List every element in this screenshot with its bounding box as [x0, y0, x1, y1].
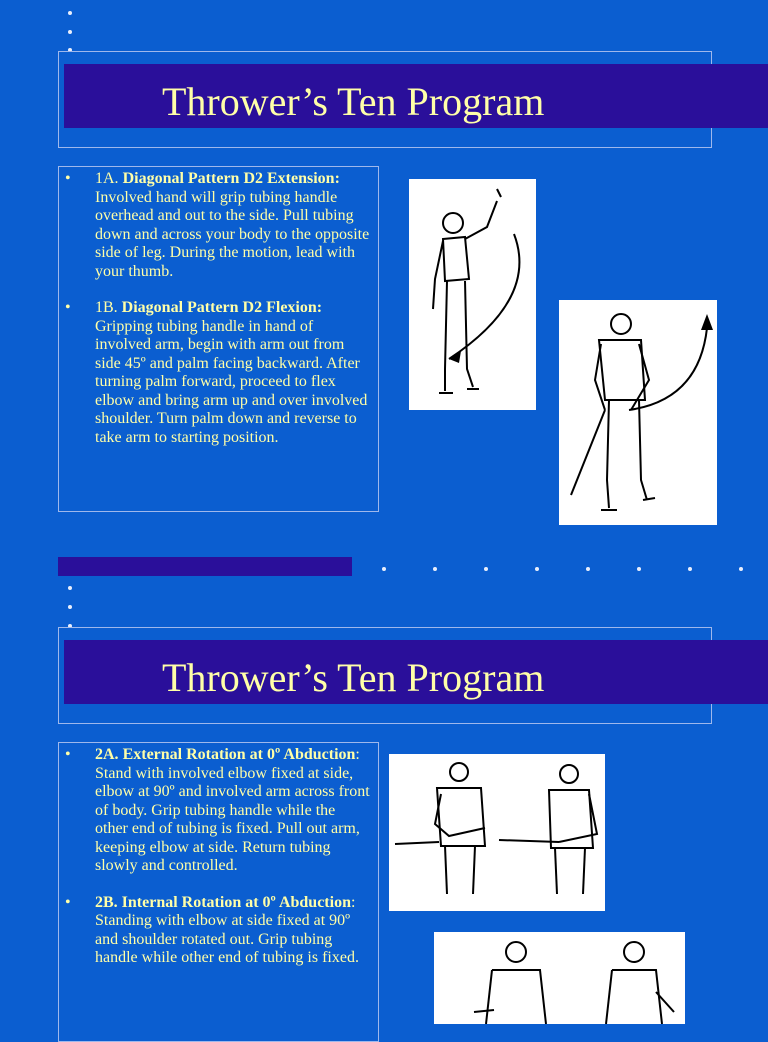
decor-dot	[382, 567, 386, 571]
decor-dot	[433, 567, 437, 571]
decor-dot	[68, 11, 72, 15]
item-heading: External Rotation at 0º Abduction	[122, 746, 356, 763]
item-text: : Stand with involved elbow fixed at side, elbow at 90º and involved arm across front of body. Grip tubing handle while the other end of tubing is fixed. Pull out arm, keeping elbow at side. Return tubing slowly and controlled.	[95, 746, 370, 874]
slide1-item-1b	[59, 299, 372, 447]
bullet: •	[65, 170, 71, 187]
decor-dot	[739, 567, 743, 571]
item-text: Gripping tubing handle in hand of involved arm, begin with arm out from side 45º and palm facing backward. After turning palm forward, proceed to flex elbow and bring arm up and over involved shoulder. Turn palm down and reverse to take arm to starting position.	[95, 317, 368, 446]
decor-dot	[68, 30, 72, 34]
exercise-illustration-2a	[389, 754, 605, 911]
decor-dot	[535, 567, 539, 571]
decor-dot	[68, 586, 72, 590]
exercise-illustration-2b	[434, 932, 685, 1024]
decor-dot	[688, 567, 692, 571]
slide2-item-2a	[59, 746, 372, 876]
slide-divider-bar	[58, 557, 352, 576]
slide2-textbox	[58, 742, 379, 1042]
exercise-illustration-1a	[409, 179, 536, 410]
item-heading: Diagonal Pattern D2 Extension:	[122, 170, 340, 187]
slide1-title: Thrower’s Ten Program	[162, 79, 545, 124]
item-number: 2B.	[95, 893, 122, 911]
item-number: 2A.	[95, 746, 123, 763]
item-heading: Internal Rotation at 0º Abduction	[121, 893, 351, 911]
decor-dot	[484, 567, 488, 571]
slide1-item-1a	[59, 170, 372, 281]
item-heading: Diagonal Pattern D2 Flexion:	[121, 299, 323, 316]
item-number: 1A.	[95, 170, 123, 187]
item-text: : Standing with elbow at side fixed at 90º and shoulder rotated out. Grip tubing handle while other end of tubing is fixed.	[95, 893, 359, 966]
bullet: •	[65, 299, 71, 316]
item-number: 1B.	[95, 299, 122, 316]
slide1-textbox	[58, 166, 379, 512]
bullet: •	[65, 746, 71, 763]
exercise-illustration-1b	[559, 300, 717, 525]
item-text: Involved hand will grip tubing handle overhead and out to the side. Pull tubing down and across your body to the opposite side of leg. During the motion, lead with your thumb.	[95, 188, 370, 280]
slide2-title: Thrower’s Ten Program	[162, 655, 545, 700]
slide2-item-2b	[59, 894, 372, 968]
decor-dot	[68, 605, 72, 609]
bullet: •	[65, 893, 71, 911]
decor-dot	[637, 567, 641, 571]
decor-dot	[586, 567, 590, 571]
